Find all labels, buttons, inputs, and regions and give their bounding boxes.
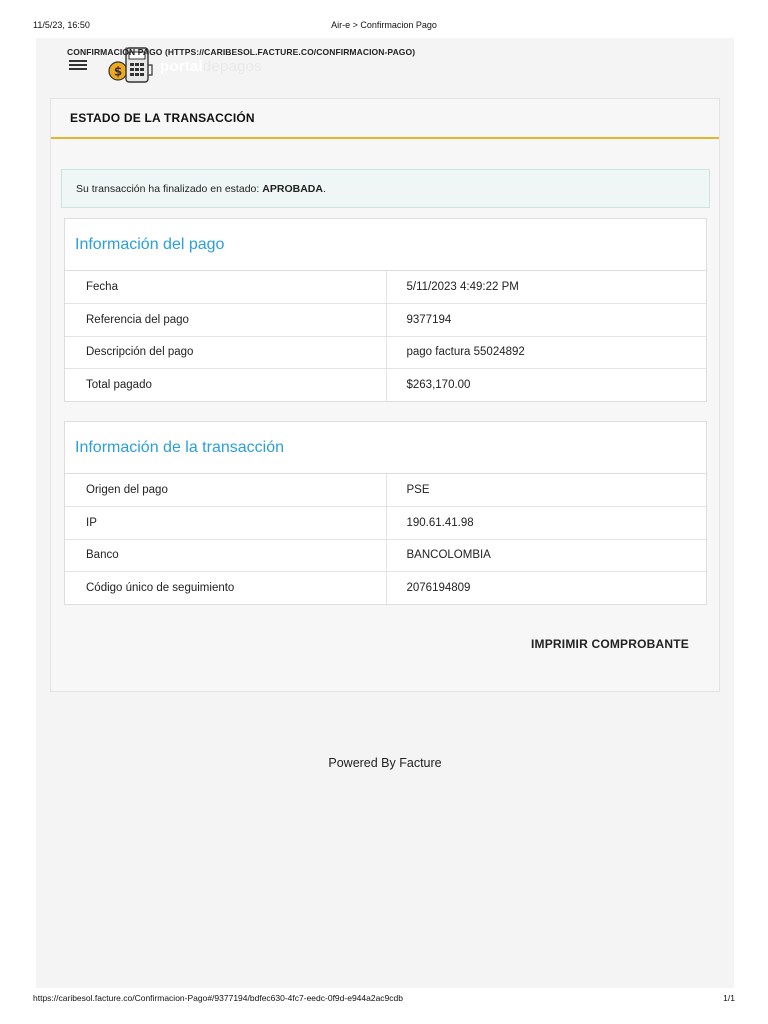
row-value: 2076194809: [386, 572, 706, 605]
print-url: https://caribesol.facture.co/Confirmacion-Pago#/9377194/bdfec630-4fc7-eedc-0f9d-e944a2ac9cdb: [33, 993, 403, 1003]
row-label: Referencia del pago: [65, 304, 386, 337]
row-value: BANCOLOMBIA: [386, 539, 706, 572]
row-label: Fecha: [65, 271, 386, 304]
print-datetime: 11/5/23, 16:50: [33, 20, 90, 30]
payment-info-panel: [64, 218, 707, 402]
status-alert: [61, 169, 710, 208]
row-value: 9377194: [386, 304, 706, 337]
svg-text:$: $: [113, 64, 123, 79]
top-bar: [36, 38, 734, 88]
table-row: [65, 271, 706, 304]
print-header: [0, 0, 768, 38]
transaction-info-title: Información de la transacción: [65, 422, 706, 474]
transaction-status-card: [50, 98, 720, 692]
page-count: 1/1: [723, 993, 735, 1003]
table-row: [65, 369, 706, 402]
row-label: Total pagado: [65, 369, 386, 402]
print-footer: [0, 990, 768, 1024]
transaction-info-table: [65, 474, 706, 604]
table-row: [65, 539, 706, 572]
table-row: [65, 304, 706, 337]
row-label: Banco: [65, 539, 386, 572]
alert-suffix: .: [322, 182, 326, 195]
table-row: [65, 336, 706, 369]
row-value: $263,170.00: [386, 369, 706, 402]
row-label: Origen del pago: [65, 474, 386, 507]
brand-logo-bold: portal: [160, 58, 203, 75]
row-value: 5/11/2023 4:49:22 PM: [406, 281, 519, 293]
print-receipt-button[interactable]: IMPRIMIR COMPROBANTE: [531, 637, 689, 651]
row-label: Código único de seguimiento: [65, 572, 386, 605]
payment-info-table: [65, 271, 706, 401]
status-badge: APROBADA: [262, 182, 323, 195]
breadcrumb[interactable]: CONFIRMACIÓN PAGO (HTTPS://CARIBESOL.FACTURE.CO/CONFIRMACION-PAGO): [67, 47, 416, 57]
row-label: Descripción del pago: [65, 336, 386, 369]
row-value: 190.61.41.98: [386, 507, 706, 540]
transaction-info-panel: [64, 421, 707, 605]
row-label: IP: [65, 507, 386, 540]
brand-logo-text: [160, 58, 262, 75]
card-title: ESTADO DE LA TRANSACCIÓN: [51, 99, 719, 139]
row-value: PSE: [406, 484, 430, 496]
brand-logo-light: depagos: [202, 58, 262, 75]
alert-text: Su transacción ha finalizado en estado:: [76, 182, 260, 195]
row-value: pago factura 55024892: [386, 336, 706, 369]
powered-by-footer[interactable]: Powered By Facture: [328, 756, 442, 770]
page-content: [36, 38, 734, 988]
table-row: [65, 507, 706, 540]
print-page-title: Air-e > Confirmacion Pago: [331, 20, 437, 30]
table-row: [65, 572, 706, 605]
hamburger-icon[interactable]: [69, 60, 87, 70]
table-row: [65, 474, 706, 507]
payment-info-title: Información del pago: [65, 219, 706, 271]
